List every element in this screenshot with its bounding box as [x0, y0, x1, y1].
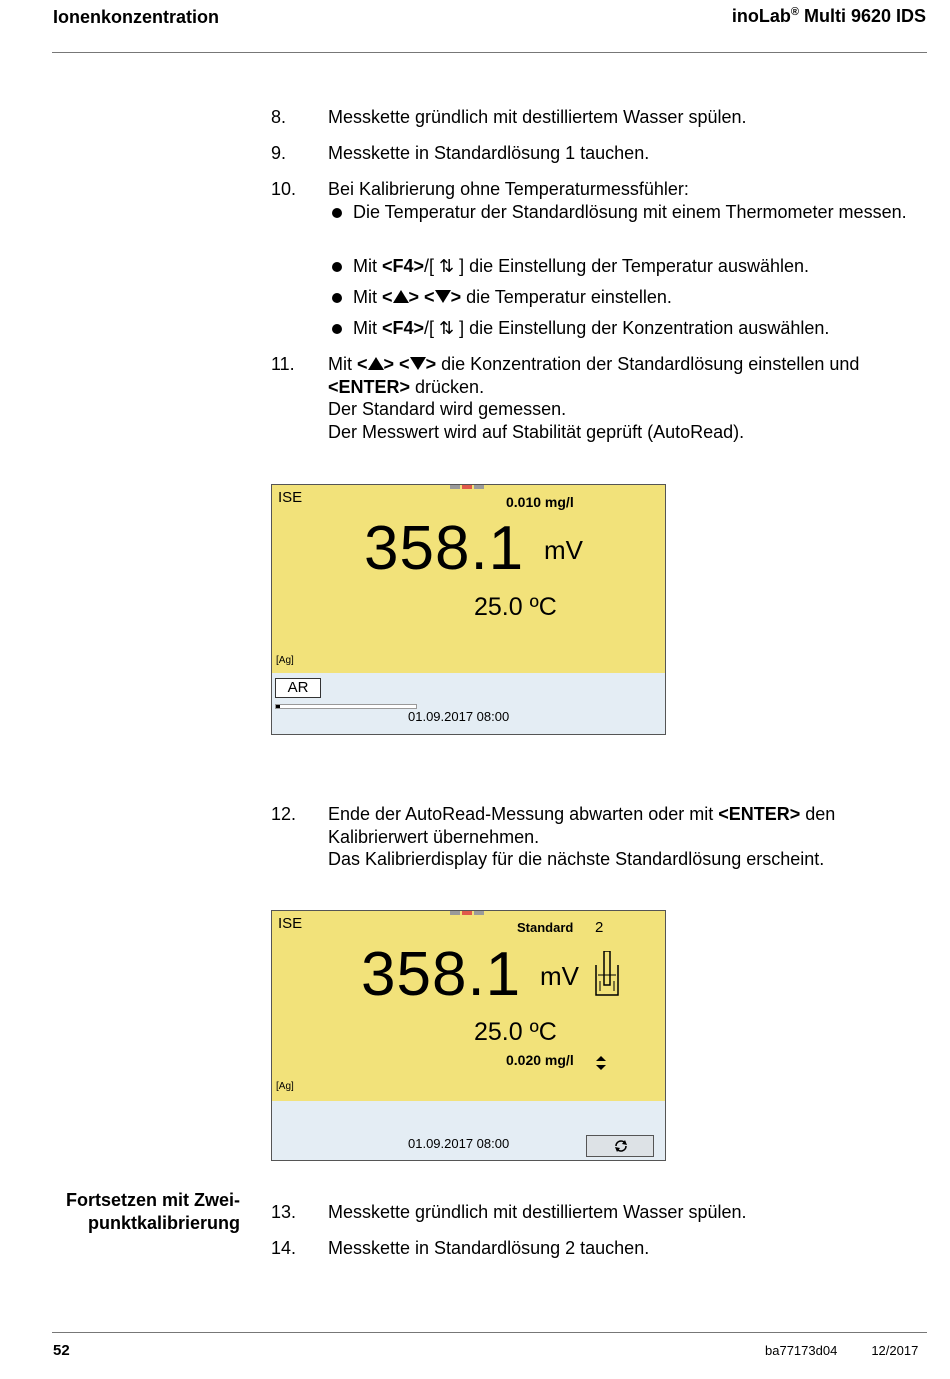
bullet-icon	[332, 324, 342, 334]
step-text: Messkette gründlich mit destilliertem Wasser spülen.	[328, 1202, 747, 1222]
step-number: 10.	[271, 179, 297, 199]
product-title: inoLab® Multi 9620 IDS	[731, 6, 926, 26]
temperature-value: 25.0 ºC	[474, 1018, 557, 1046]
concentration-value: 0.020 mg/l	[506, 1052, 574, 1068]
concentration-value: 0.010 mg/l	[506, 494, 574, 510]
measurement-unit: mV	[544, 535, 583, 565]
step-text: Messkette gründlich mit destilliertem Wasser spülen.	[328, 107, 747, 127]
datetime: 01.09.2017 08:00	[408, 709, 510, 724]
step-number: 8.	[271, 107, 287, 127]
section-title: Ionenkonzentration	[53, 7, 219, 27]
datetime: 01.09.2017 08:00	[408, 1136, 510, 1151]
step-text: Messkette in Standardlösung 2 tauchen.	[328, 1238, 650, 1258]
arrow-down-icon	[410, 357, 426, 370]
electrode-label: [Ag]	[276, 655, 294, 666]
measurement-value: 358.1	[361, 940, 522, 1009]
step-number: 14.	[271, 1238, 297, 1258]
progress-fill	[276, 705, 280, 708]
step-number: 11.	[271, 354, 295, 374]
doc-id: ba77173d04	[765, 1343, 838, 1358]
bullet-icon	[332, 208, 342, 218]
step-text: Bei Kalibrierung ohne Temperaturmessfühler:	[328, 179, 689, 199]
standard-number: 2	[595, 919, 604, 936]
electrode-label: [Ag]	[276, 1081, 294, 1092]
bullet-icon	[332, 293, 342, 303]
up-down-arrows-icon	[595, 1055, 607, 1071]
step-text: Ende der AutoRead-Messung abwarten oder mit <ENTER> den Kalibrierwert übernehmen. Das Kalibrierdisplay für die nächste Standardlösung erscheint.	[328, 804, 836, 869]
meter-display-calibration	[271, 910, 666, 1161]
autoread-progress-bar	[275, 704, 417, 709]
measurement-unit: mV	[540, 961, 579, 991]
mode-label: ISE	[278, 915, 303, 932]
arrow-up-icon	[368, 357, 384, 370]
autoread-indicator: AR	[275, 678, 321, 698]
step-10-bullets: Die Temperatur der Standardlösung mit einem Thermometer messen. Mit <F4>/[ ⇅ ] die Einstellung der Temperatur auswählen. Mit < > < > die Temperatur einstellen. Mit <F4>/[ ⇅ ] die Einstellung der Konzentration auswählen.	[271, 201, 931, 401]
side-heading: Fortsetzen mit Zwei- punktkalibrierung	[65, 1190, 240, 1233]
step-text: Messkette in Standardlösung 1 tauchen.	[328, 143, 650, 163]
footer-divider	[52, 1332, 927, 1333]
refresh-icon	[613, 1138, 629, 1154]
step-text: Mit < > < > die Konzentration der Standardlösung einstellen und <ENTER> drücken. Der Standard wird gemessen. Der Messwert wird auf Stabilität geprüft (AutoRead).	[328, 354, 860, 442]
header-divider	[52, 52, 927, 53]
status-bar	[272, 673, 665, 734]
measurement-value: 358.1	[364, 514, 525, 583]
status-leds	[450, 911, 486, 915]
bullet-icon	[332, 262, 342, 272]
status-bar	[272, 1101, 665, 1160]
standard-label: Standard	[517, 920, 574, 935]
meter-display-measurement	[271, 484, 666, 735]
step-number: 13.	[271, 1202, 297, 1222]
arrow-down-icon	[435, 290, 451, 303]
beaker-electrode-icon	[594, 951, 620, 997]
status-leds	[450, 485, 486, 489]
step-number: 12.	[271, 804, 297, 824]
recalibrate-softkey[interactable]	[586, 1135, 654, 1157]
page-number: 52	[53, 1342, 70, 1359]
temperature-value: 25.0 ºC	[474, 593, 557, 621]
footer-meta	[765, 1343, 918, 1358]
mode-label: ISE	[278, 489, 303, 506]
step-number: 9.	[271, 143, 287, 163]
doc-date: 12/2017	[871, 1343, 919, 1358]
arrow-up-icon	[393, 290, 409, 303]
